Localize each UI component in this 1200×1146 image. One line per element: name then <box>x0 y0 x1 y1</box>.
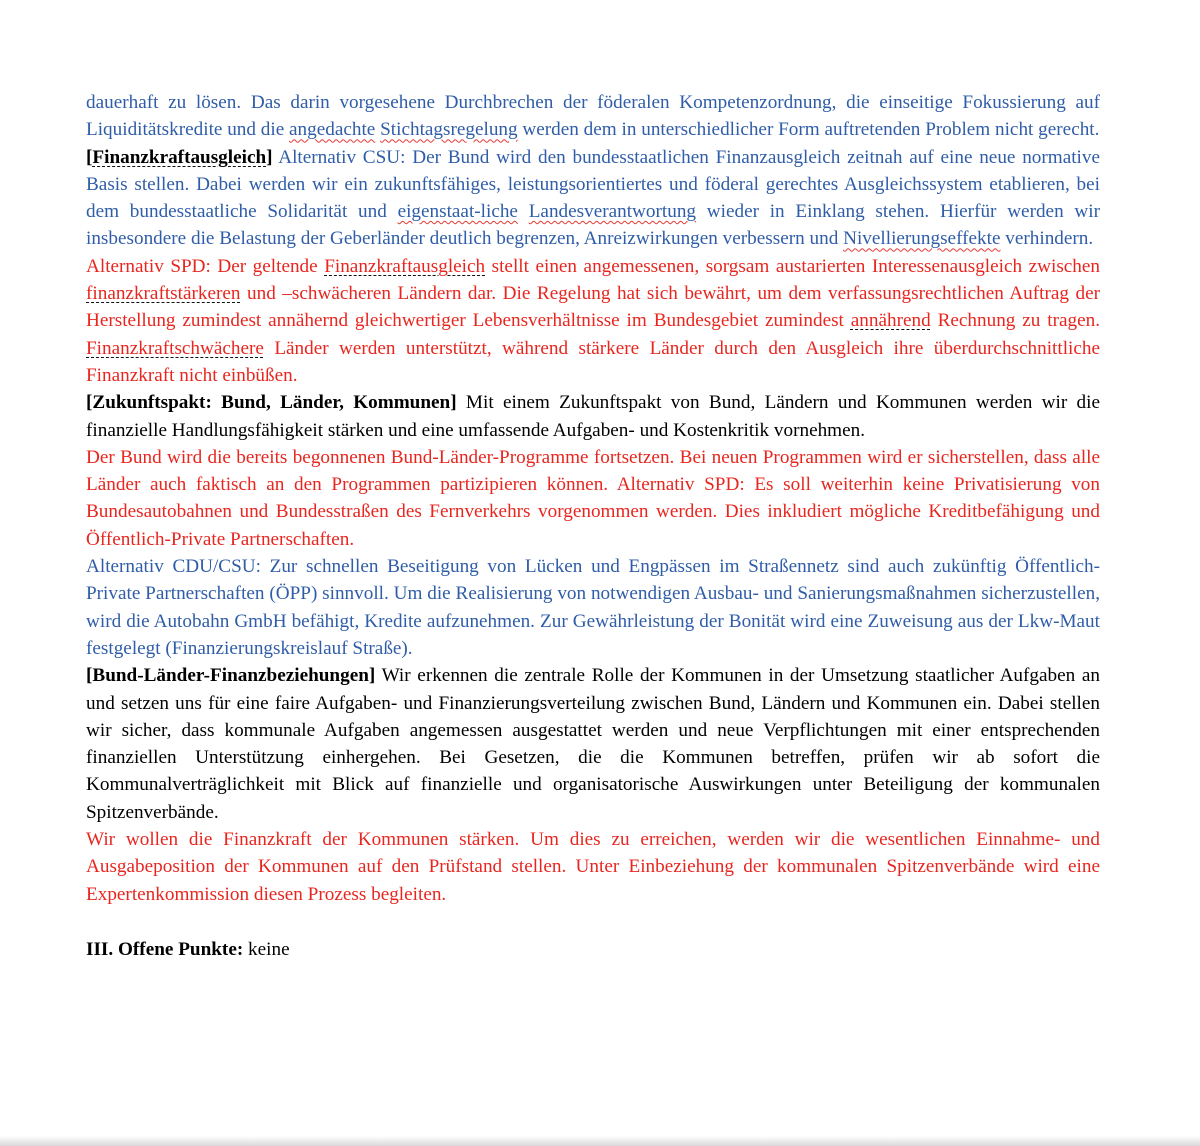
text-segment: [ <box>86 146 93 168</box>
text-segment: Nivellierungseffekte <box>843 228 1001 250</box>
text-segment: und –schwächeren Ländern dar. Die Regelung hat sich bewährt, um dem verfassungsrechtlichen Auftrag der Herstellung zumindest annähernd gleichwertiger Lebensverhältnisse im Bundesgebiet zumindest <box>86 283 1100 332</box>
text-segment: finanzkraftstärkeren <box>86 283 241 305</box>
text-segment: [Bund-Länder-Finanzbeziehungen] <box>86 665 376 687</box>
text-segment: Alternativ CSU: Der Bund wird den bundesstaatlichen Finanzausgleich zeitnah auf eine neue normative Basis stellen. Dabei werden wir ein zukunftsfähiges, leistungsorientiertes und föderal gerechtes Ausgleichssystem etablieren, bei dem bundesstaatliche Solidarität und <box>86 146 1100 223</box>
text-segment: Finanzkraftschwächere <box>86 337 264 359</box>
text-segment: annährend <box>850 310 931 332</box>
open-points-line <box>86 936 1100 963</box>
text-segment: Wir erkennen die zentrale Rolle der Kommunen in der Umsetzung staatlicher Aufgaben an und setzen uns für eine faire Aufgaben- und Finanzierungsverteilung zwischen Bund, Ländern und Kommunen ein. Dabei stellen wir sicher, dass kommunale Aufgaben angemessen ausgestattet werden und neue Verpflichtungen mit einer entsprechenden finanziellen Unterstützung einhergehen. Bei Gesetzen, die die Kommunen betreffen, prüfen wir ab sofort die Kommunalverträglichkeit mit Blick auf finanzielle und organisatorische Auswirkungen unter Beteiligung der kommunalen Spitzenverbände. <box>86 665 1100 823</box>
page-bottom-edge <box>0 1136 1200 1146</box>
text-segment <box>518 201 529 222</box>
paragraph-p5 <box>86 444 1100 553</box>
text-segment: Finanzkraftausgleich <box>324 255 486 277</box>
text-segment: Der Bund wird die bereits begonnenen Bund-Länder-Programme fortsetzen. Bei neuen Programmen wird er sicherstellen, dass alle Länder auch faktisch an den Programmen partizipieren können. Alternativ SPD: Es soll weiterhin keine Privatisierung von Bundesautobahnen und Bundesstraßen des Fernverkehrs vorgenommen werden. Dies inkludiert mögliche Kreditbefähigung und Öffentlich-Private Partnerschaften. <box>86 446 1100 550</box>
text-segment: Wir wollen die Finanzkraft der Kommunen stärken. Um dies zu erreichen, werden wir die wesentlichen Einnahme- und Ausgabeposition der Kommunen auf den Prüfstand stellen. Unter Einbeziehung der kommunalen Spitzenverbände wird eine Expertenkommission diesen Prozess begleiten. <box>86 829 1100 905</box>
paragraph-p7 <box>86 662 1100 826</box>
text-segment: ] <box>266 146 273 168</box>
text-segment: Mit einem Zukunftspakt von Bund, Ländern und Kommunen werden wir die finanzielle Handlungsfähigkeit stärken und eine umfassende Aufgaben- und Kostenkritik vornehmen. <box>86 392 1100 441</box>
text-segment: eigenstaat-liche <box>397 201 518 223</box>
open-points-label: III. Offene Punkte: <box>86 938 244 960</box>
paragraph-p3 <box>86 253 1100 389</box>
text-segment: angedachte <box>289 119 376 141</box>
document-page <box>86 89 1100 963</box>
text-segment: Länder werden unterstützt, während stärkere Länder durch den Ausgleich ihre überdurchschnittliche Finanzkraft nicht einbüßen. <box>86 337 1100 386</box>
text-segment: wieder in Einklang stehen. Hierfür werden wir insbesondere die Belastung der Geberländer deutlich begrenzen, Anreizwirkungen verbessern und <box>86 201 1100 250</box>
paragraph-gap <box>86 908 1100 935</box>
text-segment: [Zukunftspakt: Bund, Länder, Kommunen] <box>86 392 457 414</box>
text-segment: Alternativ SPD: Der geltende <box>86 255 325 277</box>
text-segment: Landesverantwortung <box>528 201 697 223</box>
document-body <box>86 89 1100 908</box>
paragraph-p6 <box>86 553 1100 662</box>
text-segment: Alternativ CDU/CSU: Zur schnellen Beseitigung von Lücken und Engpässen im Straßennetz sind auch zukünftig Öffentlich-Private Partnerschaften (ÖPP) sinnvoll. Um die Realisierung von notwendigen Ausbau- und Sanierungsmaßnahmen sicherzustellen, wird die Autobahn GmbH befähigt, Kredite aufzunehmen. Zur Gewährleistung der Bonität wird eine Zuweisung aus der Lkw-Maut festgelegt (Finanzierungskreislauf Straße). <box>86 556 1100 659</box>
text-segment: Rechnung zu tragen. <box>930 310 1100 332</box>
paragraph-p8 <box>86 826 1100 908</box>
text-segment: stellt einen angemessenen, sorgsam austarierten Interessenausgleich zwischen <box>485 255 1101 277</box>
paragraph-p4 <box>86 389 1100 444</box>
paragraph-p2 <box>86 144 1100 253</box>
text-segment: dauerhaft zu lösen. Das darin vorgesehene Durchbrechen der föderalen Kompetenzordnung, die einseitige Fokussierung auf Liquiditätskredite und die <box>86 92 1100 141</box>
text-segment: Stichtagsregelung <box>380 119 518 141</box>
text-segment: Finanzkraftausgleich <box>92 146 267 168</box>
text-segment: werden dem in unterschiedlicher Form auftretenden Problem nicht gerecht. <box>517 119 1100 141</box>
text-segment: verhindern. <box>1000 228 1094 250</box>
open-points-value: keine <box>243 938 290 960</box>
paragraph-p1 <box>86 89 1100 144</box>
